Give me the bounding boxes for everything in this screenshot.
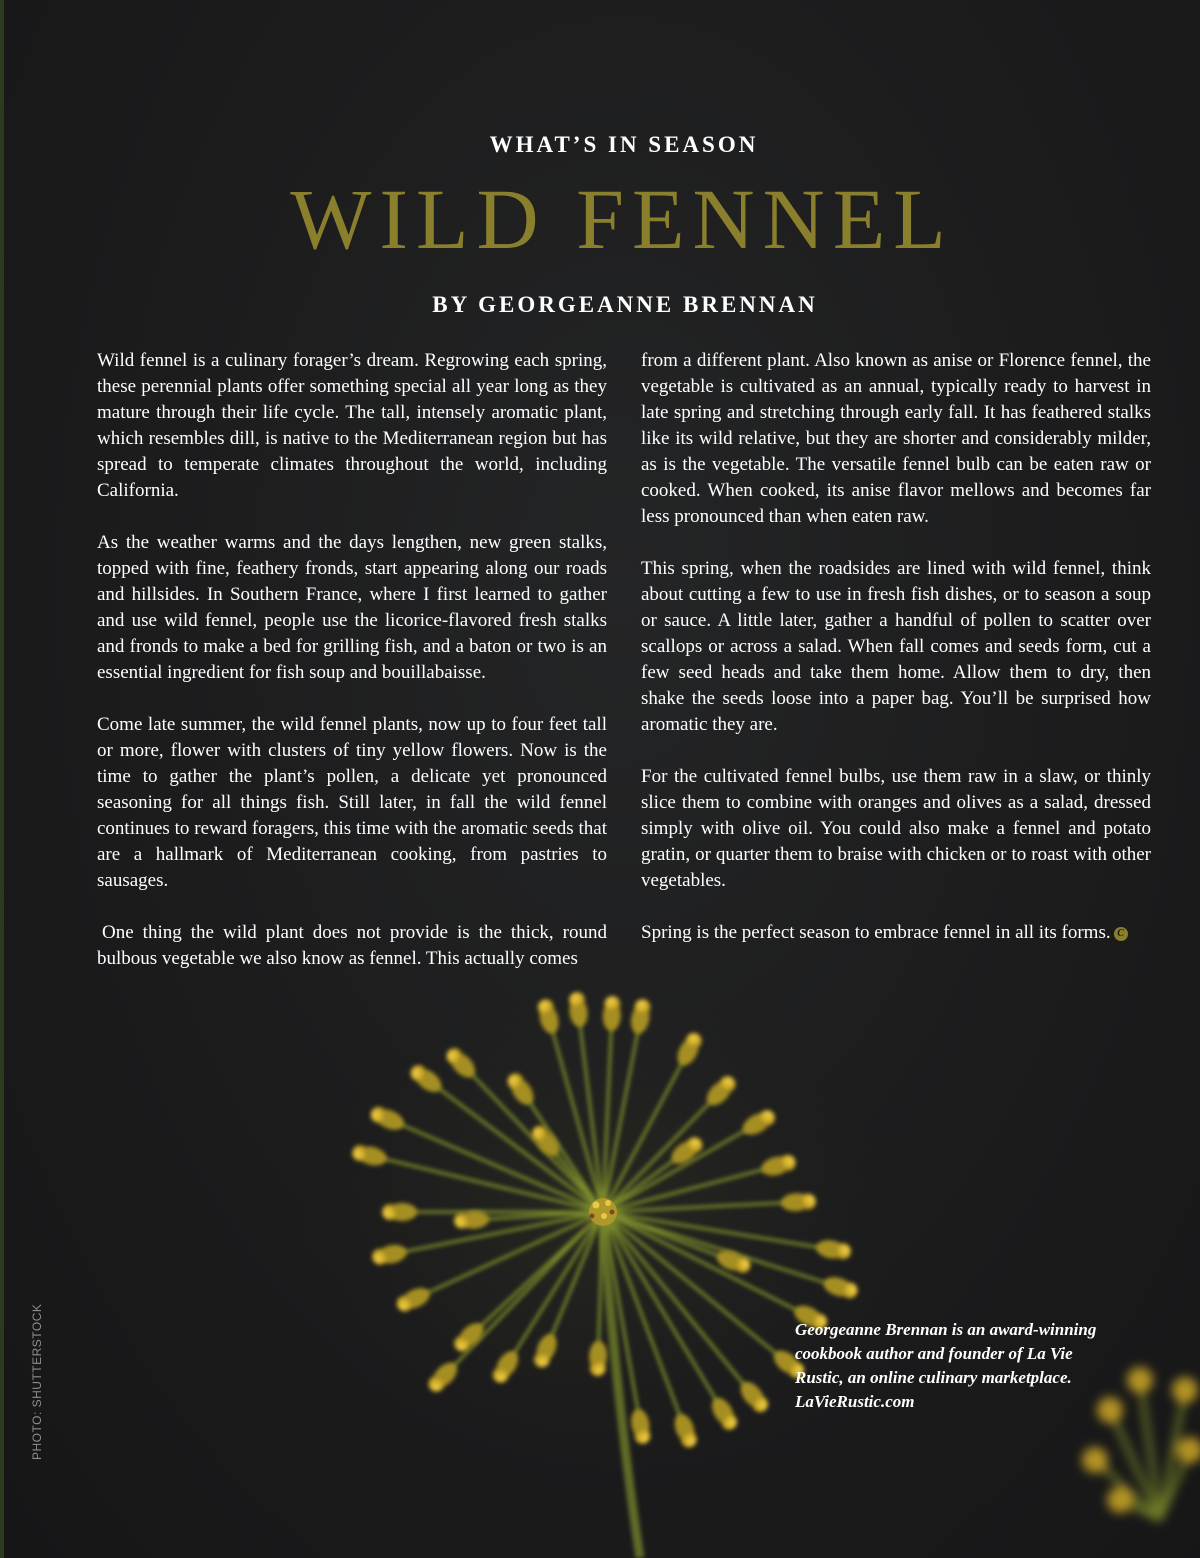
article-paragraph: This spring, when the roadsides are lined with wild fennel, think about cutting a few to use in fresh fish dishes, or to season a soup or sauce. A little later, gather a handful of pollen to scatter over scallops or across a salad. When fall comes and seeds form, cut a few seed heads and take them home. Allow them to dry, then shake the seeds loose into a paper bag. You’ll be surprised how aromatic they are. — [641, 558, 1151, 735]
article-byline: BY GEORGEANNE BRENNAN — [432, 292, 818, 317]
article-paragraph: Wild fennel is a culinary forager’s dream. Regrowing each spring, these perennial plants offer something special all year long as they mature through their life cycle. The tall, intensely aromatic plant, which resembles dill, is native to the Mediterranean region but has spread to temperate climates throughout the world, including California. — [97, 350, 607, 501]
article-paragraph-final — [641, 920, 1151, 946]
background-bud — [1107, 1487, 1133, 1513]
photo-credit: PHOTO: SHUTTERSTOCK — [30, 1303, 44, 1460]
background-bud — [1127, 1367, 1153, 1393]
background-bud — [1082, 1447, 1108, 1473]
author-bio: Georgeanne Brennan is an award-winning cookbook author and founder of La Vie Rustic, an online culinary marketplace. LaVieRustic.com — [795, 1320, 1097, 1411]
article-paragraph: As the weather warms and the days lengthen, new green stalks, topped with fine, feathery fronds, start appearing along our roads and hillsides. In Southern France, where I first learned to gather and use wild fennel, people use the licorice-flavored fresh stalks and fronds to make a bed for grilling fish, and a baton or two is an essential ingredient for fish soup and bouillabaisse. — [97, 532, 607, 683]
flower-center — [589, 1198, 617, 1226]
article-title: WILD FENNEL — [290, 171, 954, 267]
article-paragraph: One thing the wild plant does not provide is the thick, round bulbous vegetable we also know as fennel. This actually comes — [97, 922, 607, 969]
background-bud — [1177, 1437, 1200, 1463]
section-kicker: WHAT’S IN SEASON — [489, 132, 759, 157]
background-bud — [1172, 1377, 1198, 1403]
article-paragraph: For the cultivated fennel bulbs, use them raw in a slaw, or thinly slice them to combine with oranges and olives as a salad, dressed simply with olive oil. You could also make a fennel and potato gratin, or quarter them to braise with chicken or to roast with other vegetables. — [641, 766, 1151, 891]
article-paragraph: Come late summer, the wild fennel plants, now up to four feet tall or more, flower with clusters of tiny yellow flowers. Now is the time to gather the plant’s pollen, a delicate yet pronounced seasoning for all things fish. Still later, in fall the wild fennel continues to reward foragers, this time with the aromatic seeds that are a hallmark of Mediterranean cooking, from pastries to sausages. — [97, 714, 607, 891]
end-mark-icon: C — [1114, 927, 1128, 941]
article-column-right — [641, 348, 1151, 972]
closing-sentence: Spring is the perfect season to embrace fennel in all its forms. — [641, 922, 1111, 943]
article-column-left — [97, 348, 607, 998]
article-paragraph: from a different plant. Also known as anise or Florence fennel, the vegetable is cultivated as an annual, typically ready to harvest in late spring and stretching through early fall. It has feathered stalks like its wild relative, but they are shorter and considerably milder, as is the vegetable. The versatile fennel bulb can be eaten raw or cooked. When cooked, its anise flavor mellows and becomes far less pronounced than when eaten raw. — [641, 350, 1151, 527]
flower-bud — [382, 1203, 417, 1221]
